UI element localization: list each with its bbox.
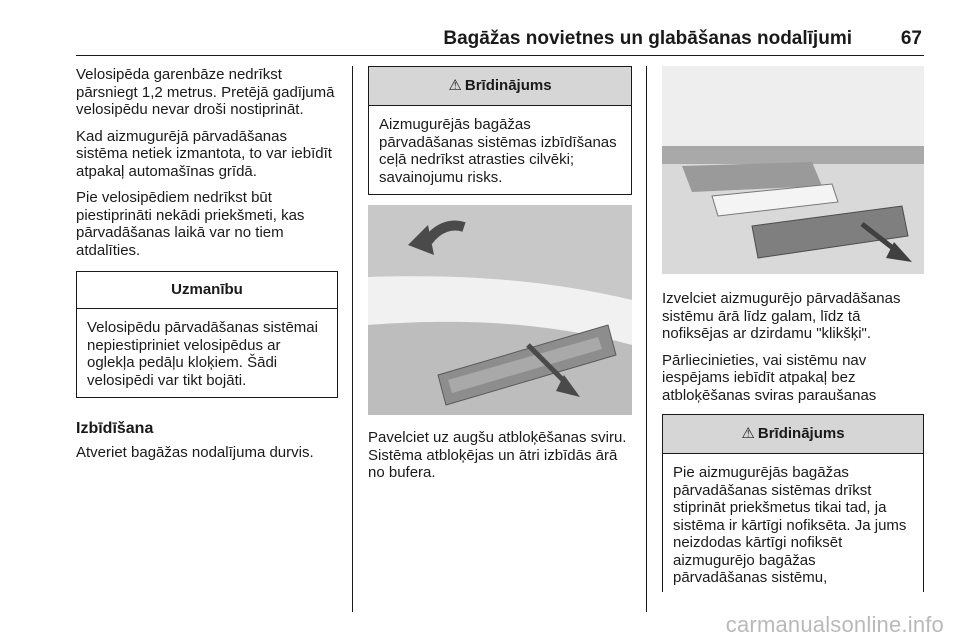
warning-triangle-icon: ⚠ [448,77,462,94]
bumper-lever-illustration [368,205,632,415]
column-1 [76,66,340,470]
paragraph: Pie velosipēdiem nedrīkst būt piestiprināti nekādi priekšmeti, kas pārvadāšanas laikā var no tiem atdalīties. [76,189,305,259]
column-divider-2 [646,66,647,612]
section-text: Atveriet bagāžas nodalījuma durvis. [76,443,314,461]
paragraph: Kad aizmugurējā pārvadāšanas sistēma netiek izmantota, to var iebīdīt atpakaļ automašīnas grīdā. [76,127,332,180]
figure-caption: Pavelciet uz augšu atbloķēšanas sviru. Sistēma atbloķējas un ātri izbīdās ārā no bufera. [368,429,627,481]
caution-body: Velosipēdu pārvadāšanas sistēmai nepiestipriniet velosipēdus ar oglekļa pedāļu kloķiem. Šādi velosipēdi var tikt bojāti. [87,319,318,389]
illustration-pull-out [662,66,924,274]
warning-header [369,67,631,106]
warning-title: Brīdinājums [464,77,552,94]
header-rule [76,55,924,56]
page-number: 67 [900,28,922,49]
paragraph: Velosipēda garenbāze nedrīkst pārsniegt 1,2 metrus. Pretējā gadījumā velosipēdu nevar droši nostiprināt. [76,66,335,118]
watermark: carmanualsonline.info [725,612,944,637]
column-2 [368,66,632,491]
page-header-title: Bagāžas novietnes un glabāšanas nodalījumi [443,28,852,49]
column-divider-1 [352,66,353,612]
warning-triangle-icon: ⚠ [741,425,755,442]
column-3 [662,66,924,592]
warning-title: Brīdinājums [757,425,845,442]
warning-header [663,415,923,454]
warning-body: Pie aizmugurējās bagāžas pārvadāšanas sistēmas drīkst stiprināt priekšmetus tikai tad, ja sistēma ir kārtīgi nofiksēta. Ja jums neizdodas kārtīgi nofiksēt aizmugurējo bagāžas pārvadāšanas sistēmu, [673,464,907,586]
warning-box [662,414,924,592]
warning-body: Aizmugurējās bagāžas pārvadāšanas sistēmas izbīdīšanas ceļā nedrīkst atrasties cilvēki; savainojumu risks. [379,116,617,186]
carrier-pullout-illustration [662,66,924,274]
illustration-unlock-lever [368,205,632,415]
paragraph: Izvelciet aizmugurējo pārvadāšanas sistēmu ārā līdz galam, līdz tā nofiksējas ar dzirdamu "klikšķi". [662,290,901,342]
paragraph: Pārliecinieties, vai sistēmu nav iespējams iebīdīt atpakaļ bez atbloķēšanas sviras paraušanas [662,351,877,404]
section-heading: Izbīdīšana [76,420,154,437]
caution-box [76,271,338,398]
warning-box [368,66,632,195]
caution-title: Uzmanību [77,272,337,309]
